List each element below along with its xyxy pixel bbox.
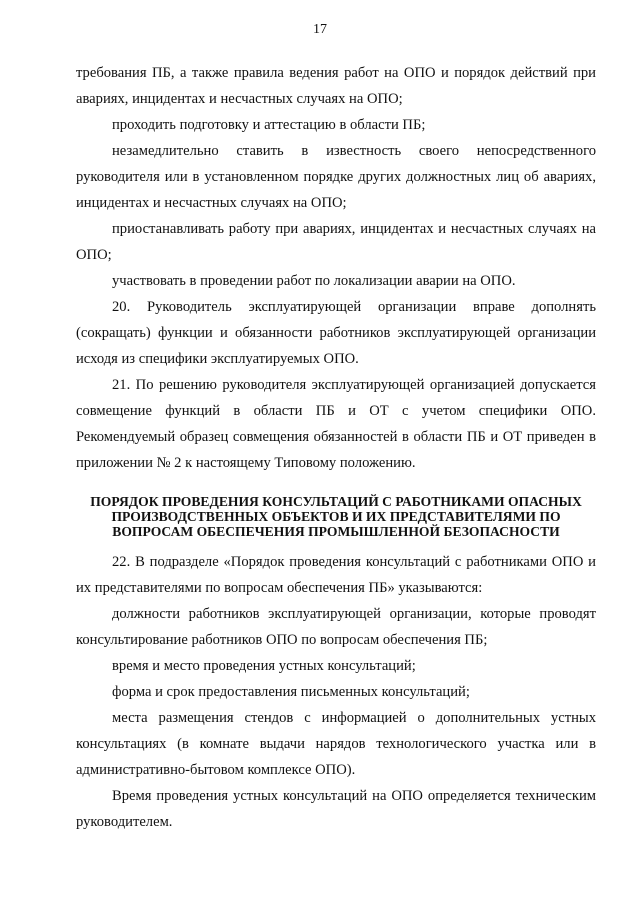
paragraph: 22. В подразделе «Порядок проведения консультаций с работниками ОПО и их представителями по вопросам обеспечения ПБ» указываются: (76, 554, 596, 596)
paragraph: незамедлительно ставить в известность своего непосредственного руководителя или в установленном порядке других должностных лиц об авариях, инцидентах и несчастных случаях на ОПО; (76, 143, 596, 211)
page-number: 17 (313, 22, 327, 37)
paragraph: приостанавливать работу при авариях, инцидентах и несчастных случаях на ОПО; (76, 221, 596, 263)
paragraph: 20. Руководитель эксплуатирующей организации вправе дополнять (сокращать) функции и обязанности работников эксплуатирующей организации исходя из специфики эксплуатируемых ОПО. (76, 299, 596, 367)
paragraph: 21. По решению руководителя эксплуатирующей организацией допускается совмещение функций в области ПБ и ОТ с учетом специфики ОПО. Рекомендуемый образец совмещения обязанностей в области ПБ и ОТ приведен в приложении № 2 к настоящему Типовому положению. (76, 377, 596, 471)
paragraph: требования ПБ, а также правила ведения работ на ОПО и порядок действий при авариях, инцидентах и несчастных случаях на ОПО; (76, 65, 596, 107)
paragraphs-top (76, 60, 596, 476)
section-heading: ПОРЯДОК ПРОВЕДЕНИЯ КОНСУЛЬТАЦИЙ С РАБОТНИКАМИ ОПАСНЫХ ПРОИЗВОДСТВЕННЫХ ОБЪЕКТОВ И ИХ ПРЕДСТАВИТЕЛЯМИ ПО ВОПРОСАМ ОБЕСПЕЧЕНИЯ ПРОМЫШЛЕННОЙ БЕЗОПАСНОСТИ (90, 494, 582, 539)
paragraph: Время проведения устных консультаций на ОПО определяется техническим руководителем. (76, 788, 596, 830)
paragraph: форма и срок предоставления письменных консультаций; (112, 684, 470, 700)
document-body (76, 60, 596, 835)
paragraph: время и место проведения устных консультаций; (112, 658, 416, 674)
paragraph: участвовать в проведении работ по локализации аварии на ОПО. (112, 273, 516, 289)
paragraphs-bottom (76, 549, 596, 835)
paragraph: должности работников эксплуатирующей организации, которые проводят консультирование работников ОПО по вопросам обеспечения ПБ; (76, 606, 596, 648)
paragraph: места размещения стендов с информацией о дополнительных устных консультациях (в комнате выдачи нарядов технологического участка или в административно-бытовом комплексе ОПО). (76, 710, 596, 778)
paragraph: проходить подготовку и аттестацию в области ПБ; (112, 117, 426, 133)
